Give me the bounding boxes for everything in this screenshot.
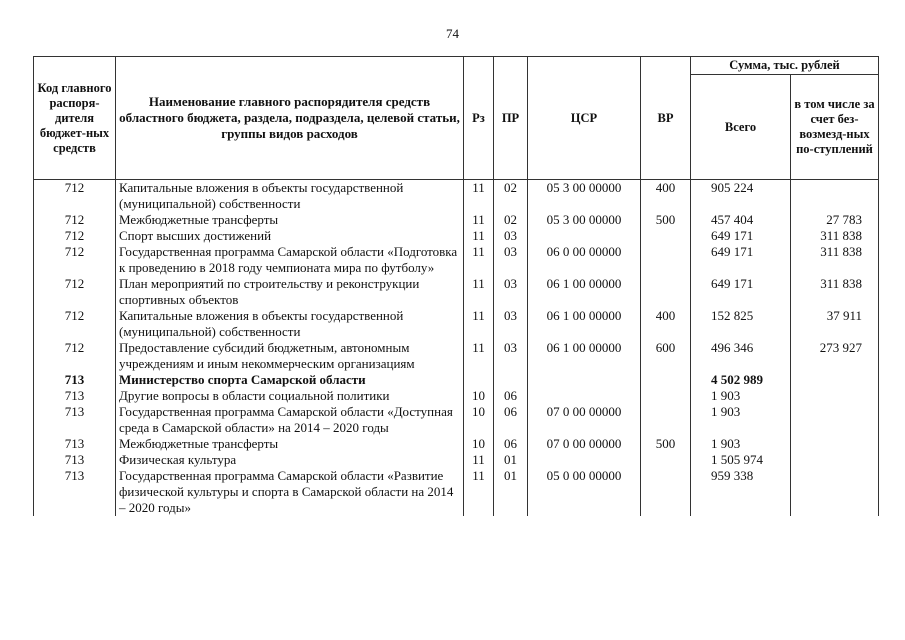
cell-incl [791,404,879,436]
header-total: Всего [691,75,791,180]
cell-pr: 01 [494,452,528,468]
cell-incl: 273 927 [791,340,879,372]
cell-name: Спорт высших достижений [116,228,464,244]
cell-pr: 03 [494,228,528,244]
cell-total: 457 404 [691,212,791,228]
cell-pr: 06 [494,436,528,452]
cell-pr: 02 [494,180,528,213]
cell-vr: 600 [641,340,691,372]
cell-total: 1 903 [691,388,791,404]
cell-incl [791,468,879,516]
cell-name: Межбюджетные трансферты [116,212,464,228]
table-row [34,468,879,516]
cell-pr: 03 [494,244,528,276]
cell-csr: 05 3 00 00000 [528,212,641,228]
cell-total: 496 346 [691,340,791,372]
table-row [34,372,879,388]
cell-incl [791,180,879,213]
cell-vr [641,388,691,404]
cell-rz [464,372,494,388]
cell-total: 649 171 [691,276,791,308]
table-row [34,180,879,213]
cell-rz: 10 [464,436,494,452]
cell-rz: 11 [464,452,494,468]
cell-name: Капитальные вложения в объекты государственной (муниципальной) собственности [116,180,464,213]
cell-rz: 11 [464,212,494,228]
cell-total: 1 505 974 [691,452,791,468]
cell-code: 712 [34,276,116,308]
cell-incl [791,372,879,388]
cell-incl: 311 838 [791,244,879,276]
cell-name: Другие вопросы в области социальной политики [116,388,464,404]
cell-code: 712 [34,308,116,340]
cell-name: Предоставление субсидий бюджетным, автономным учреждениям и иным некоммерческим организациям [116,340,464,372]
cell-name: Министерство спорта Самарской области [116,372,464,388]
cell-code: 713 [34,436,116,452]
cell-total: 1 903 [691,436,791,452]
table-row [34,244,879,276]
header-code: Код главного распоря-дителя бюджет-ных средств [34,57,116,180]
cell-total: 905 224 [691,180,791,213]
cell-incl [791,452,879,468]
cell-csr [528,388,641,404]
cell-incl: 27 783 [791,212,879,228]
cell-vr [641,404,691,436]
budget-table [33,56,879,516]
cell-pr: 03 [494,276,528,308]
cell-csr [528,452,641,468]
cell-name: Капитальные вложения в объекты государственной (муниципальной) собственности [116,308,464,340]
cell-csr [528,228,641,244]
header-sum-group: Сумма, тыс. рублей [691,57,879,75]
table-row [34,436,879,452]
cell-vr [641,452,691,468]
cell-pr [494,372,528,388]
cell-incl: 311 838 [791,228,879,244]
cell-vr: 400 [641,180,691,213]
cell-code: 713 [34,468,116,516]
cell-total: 4 502 989 [691,372,791,388]
table-row [34,452,879,468]
page-number: 74 [446,26,459,41]
cell-code: 712 [34,180,116,213]
header-incl: в том числе за счет без-возмезд-ных по-ступлений [791,75,879,180]
table-row [34,228,879,244]
table-row [34,340,879,372]
cell-total: 1 903 [691,404,791,436]
cell-rz: 11 [464,180,494,213]
table-row [34,276,879,308]
table-row [34,212,879,228]
header-name: Наименование главного распорядителя средств областного бюджета, раздела, подраздела, целевой статьи, группы видов расходов [116,57,464,180]
cell-pr: 06 [494,404,528,436]
cell-code: 712 [34,244,116,276]
cell-incl: 311 838 [791,276,879,308]
cell-code: 712 [34,340,116,372]
cell-vr: 400 [641,308,691,340]
cell-csr: 05 3 00 00000 [528,180,641,213]
cell-rz: 11 [464,276,494,308]
cell-csr: 06 1 00 00000 [528,340,641,372]
cell-pr: 03 [494,308,528,340]
cell-code: 713 [34,372,116,388]
cell-csr [528,372,641,388]
header-pr: ПР [494,57,528,180]
cell-vr: 500 [641,212,691,228]
cell-total: 152 825 [691,308,791,340]
table-body [34,180,879,517]
cell-pr: 02 [494,212,528,228]
cell-vr [641,276,691,308]
cell-pr: 06 [494,388,528,404]
cell-name: Государственная программа Самарской области «Подготовка к проведению в 2018 году чемпионата мира по футболу» [116,244,464,276]
cell-vr [641,244,691,276]
cell-rz: 10 [464,404,494,436]
cell-pr: 01 [494,468,528,516]
cell-name: Государственная программа Самарской области «Доступная среда в Самарской области» на 2014 – 2020 годы [116,404,464,436]
cell-vr [641,372,691,388]
cell-csr: 05 0 00 00000 [528,468,641,516]
cell-vr [641,468,691,516]
cell-rz: 11 [464,244,494,276]
cell-incl [791,436,879,452]
cell-code: 712 [34,212,116,228]
cell-rz: 11 [464,308,494,340]
cell-vr [641,228,691,244]
cell-incl [791,388,879,404]
cell-total: 649 171 [691,228,791,244]
header-csr: ЦСР [528,57,641,180]
cell-rz: 11 [464,340,494,372]
cell-pr: 03 [494,340,528,372]
cell-csr: 07 0 00 00000 [528,436,641,452]
cell-name: План мероприятий по строительству и реконструкции спортивных объектов [116,276,464,308]
cell-code: 713 [34,404,116,436]
cell-csr: 06 1 00 00000 [528,276,641,308]
cell-csr: 07 0 00 00000 [528,404,641,436]
header-rz: Рз [464,57,494,180]
cell-csr: 06 1 00 00000 [528,308,641,340]
cell-vr: 500 [641,436,691,452]
cell-name: Государственная программа Самарской области «Развитие физической культуры и спорта в Самарской области на 2014 – 2020 годы» [116,468,464,516]
cell-code: 712 [34,228,116,244]
cell-rz: 10 [464,388,494,404]
table-row [34,308,879,340]
cell-rz: 11 [464,468,494,516]
table-row [34,388,879,404]
cell-total: 649 171 [691,244,791,276]
table-row [34,404,879,436]
cell-csr: 06 0 00 00000 [528,244,641,276]
cell-name: Межбюджетные трансферты [116,436,464,452]
cell-name: Физическая культура [116,452,464,468]
cell-code: 713 [34,388,116,404]
cell-total: 959 338 [691,468,791,516]
cell-code: 713 [34,452,116,468]
cell-incl: 37 911 [791,308,879,340]
header-vr: ВР [641,57,691,180]
cell-rz: 11 [464,228,494,244]
